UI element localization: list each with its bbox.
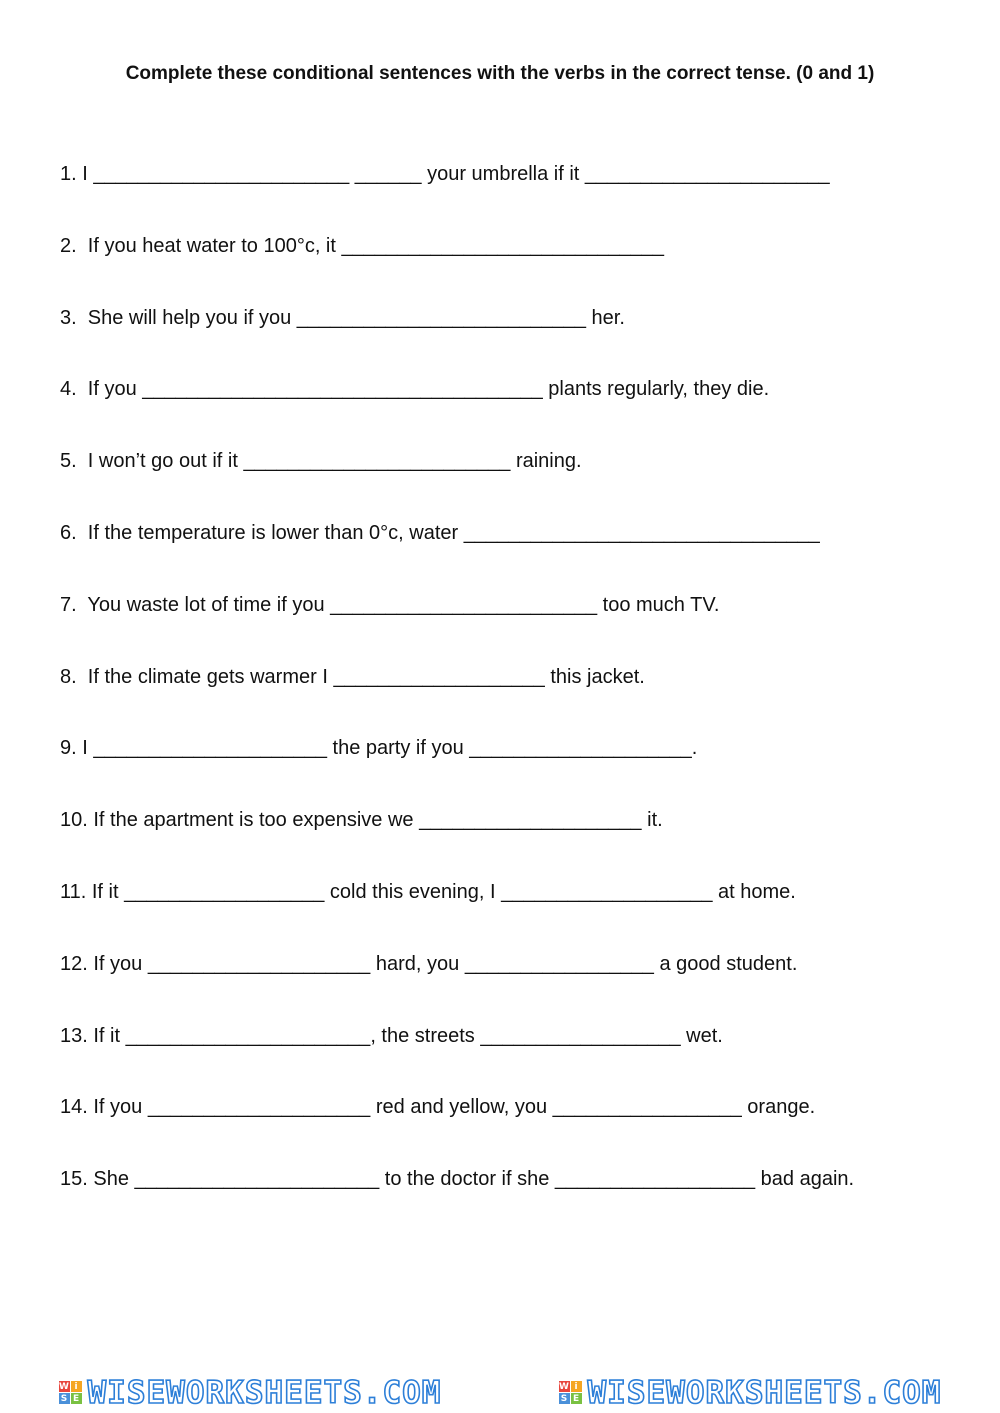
sentence-text: wet. <box>680 1025 723 1047</box>
sentence-text: your umbrella if it <box>421 163 585 185</box>
brand-text: WISEWORKSHEETS.COM <box>87 1374 442 1411</box>
answer-blank[interactable]: ________________________ <box>330 594 598 616</box>
answer-blank[interactable]: ___________________ <box>501 881 713 903</box>
answer-blank[interactable]: ____________________ <box>147 953 371 975</box>
logo-letter: W <box>59 1381 69 1392</box>
brand-logo-icon <box>59 1381 82 1404</box>
logo-letter: i <box>571 1381 582 1392</box>
sentence-text: red and yellow, you <box>370 1096 553 1118</box>
sentence-text: 9. I <box>60 737 94 759</box>
answer-blank[interactable]: __________________________ <box>296 307 586 329</box>
exercise-item <box>60 663 645 691</box>
exercise-item <box>60 375 769 403</box>
sentence-text: , the streets <box>370 1025 481 1047</box>
exercise-item <box>60 304 625 332</box>
logo-letter: i <box>71 1381 82 1392</box>
answer-blank[interactable]: __________________ <box>480 1025 681 1047</box>
sentence-text: hard, you <box>370 953 465 975</box>
logo-letter: S <box>59 1393 70 1404</box>
sentence-text: 13. If it <box>60 1025 126 1047</box>
answer-blank[interactable]: _______________________ <box>93 163 350 185</box>
brand-logo-icon <box>559 1381 582 1404</box>
exercise-item <box>60 806 663 834</box>
sentence-text: 3. She will help you if you <box>60 307 297 329</box>
sentence-text: 15. She <box>60 1168 135 1190</box>
sentence-text: 6. If the temperature is lower than 0°c, water <box>60 522 464 544</box>
exercise-item <box>60 519 820 547</box>
answer-blank[interactable]: ______________________ <box>584 163 830 185</box>
sentence-text: 1. I <box>60 163 94 185</box>
worksheet-title: Complete these conditional sentences with the verbs in the correct tense. (0 and 1) <box>125 63 875 84</box>
sentence-text: 4. If you <box>60 378 143 400</box>
answer-blank[interactable]: ____________________ <box>469 737 692 759</box>
logo-letter: E <box>571 1393 582 1404</box>
sentence-text: 10. If the apartment is too expensive we <box>60 809 420 831</box>
logo-letter: S <box>559 1393 570 1404</box>
answer-blank[interactable]: ______ <box>354 163 422 185</box>
sentence-text: this jacket. <box>544 666 645 688</box>
exercise-item <box>60 232 664 260</box>
sentence-text: to the doctor if she <box>379 1168 555 1190</box>
answer-blank[interactable]: ______________________ <box>134 1168 380 1190</box>
exercise-item <box>60 1022 723 1050</box>
sentence-text: 14. If you <box>60 1096 148 1118</box>
brand-text: WISEWORKSHEETS.COM <box>587 1374 942 1411</box>
sentence-text: 2. If you heat water to 100°c, it <box>60 235 342 257</box>
exercise-item <box>60 950 797 978</box>
sentence-text: plants regularly, they die. <box>542 378 770 400</box>
sentence-text: 7. You waste lot of time if you <box>60 594 331 616</box>
sentence-text: raining. <box>510 450 582 472</box>
answer-blank[interactable]: _________________ <box>552 1096 742 1118</box>
sentence-text: a good student. <box>653 953 798 975</box>
exercise-item <box>60 1093 815 1121</box>
sentence-text: 5. I won’t go out if it <box>60 450 244 472</box>
exercise-item <box>60 591 719 619</box>
sentence-text: 8. If the climate gets warmer I <box>60 666 334 688</box>
answer-blank[interactable]: _____________________ <box>93 737 327 759</box>
brand-watermark <box>559 1375 942 1411</box>
sentence-text: it. <box>641 809 663 831</box>
answer-blank[interactable]: __________________ <box>554 1168 756 1190</box>
answer-blank[interactable]: ____________________________________ <box>142 378 543 400</box>
sentence-text: bad again. <box>755 1168 855 1190</box>
exercise-item <box>60 1165 854 1193</box>
exercise-item <box>60 160 830 188</box>
sentence-text: orange. <box>741 1096 816 1118</box>
answer-blank[interactable]: ______________________ <box>125 1025 371 1047</box>
exercise-item <box>60 447 582 475</box>
answer-blank[interactable]: ____________________ <box>419 809 642 831</box>
sentence-text: too much TV. <box>597 594 720 616</box>
sentence-text: her. <box>586 307 625 329</box>
logo-letter: W <box>559 1381 569 1392</box>
sentence-text: 11. If it <box>60 881 125 903</box>
answer-blank[interactable]: ________________________ <box>243 450 511 472</box>
logo-letter: E <box>71 1393 82 1404</box>
answer-blank[interactable]: ________________________________ <box>463 522 820 544</box>
answer-blank[interactable]: _________________ <box>464 953 654 975</box>
exercise-item <box>60 734 697 762</box>
answer-blank[interactable]: _____________________________ <box>341 235 665 257</box>
sentence-text: 12. If you <box>60 953 148 975</box>
answer-blank[interactable]: ___________________ <box>333 666 545 688</box>
footer-banner <box>0 1372 1000 1413</box>
exercise-item <box>60 878 796 906</box>
sentence-text: the party if you <box>326 737 470 759</box>
answer-blank[interactable]: ____________________ <box>147 1096 371 1118</box>
sentence-text: . <box>691 737 698 759</box>
brand-watermark <box>59 1375 442 1411</box>
answer-blank[interactable]: __________________ <box>124 881 325 903</box>
sentence-text: at home. <box>712 881 796 903</box>
sentence-text: cold this evening, I <box>324 881 502 903</box>
